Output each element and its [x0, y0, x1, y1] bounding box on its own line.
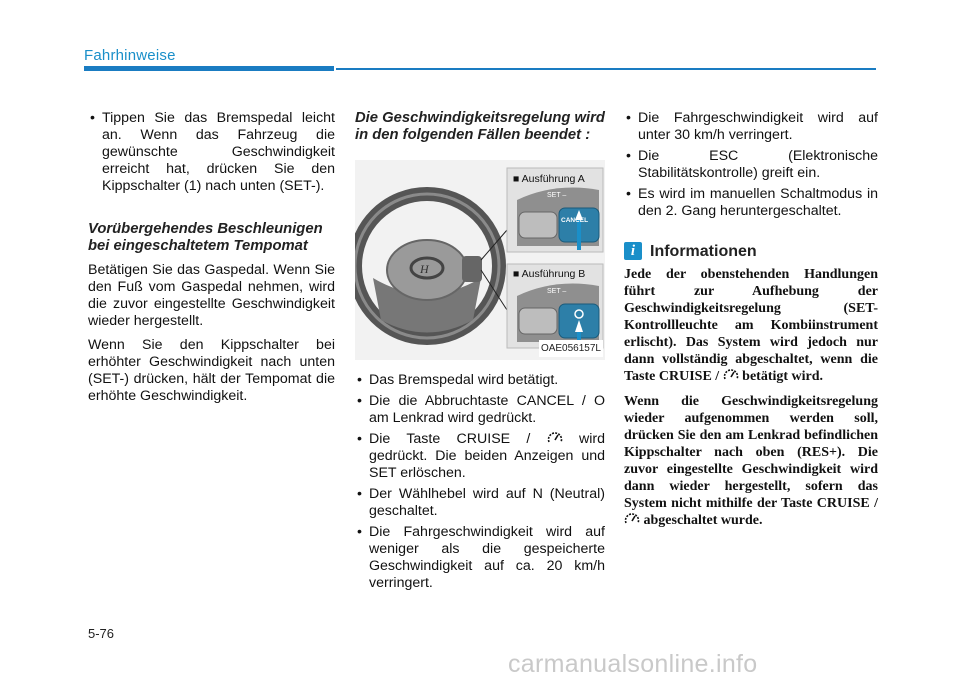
- list-item: • Die Fahrgeschwindigkeit wird auf weniger als die gespeicherte Geschwindigkeit auf ca. 20 km/h verringert.: [355, 524, 605, 592]
- page-number: 5-76: [88, 626, 115, 641]
- info-paragraph: [624, 266, 878, 385]
- cruise-speedometer-icon: [624, 512, 640, 526]
- list-item: [355, 431, 605, 482]
- column-right: [624, 110, 878, 537]
- cruise-speedometer-icon: [547, 431, 563, 445]
- column-middle: [355, 110, 605, 596]
- info-text: Jede der obenstehenden Handlungen führt zur Aufhebung der Geschwindigkeitsregelung (SET-Kontrollleuchte am Kombiinstrument erlischt). Das System wird jedoch nur dann vollständig abgeschaltet, wenn die Taste CRUISE /: [624, 267, 878, 384]
- info-title: Informationen: [650, 242, 757, 260]
- list-item: • Tippen Sie das Bremspedal leicht an. Wenn das Fahrzeug die gewünschte Geschwindigkeit erreicht hat, drücken Sie den Kippschalter (1) nach unten (SET-).: [88, 110, 335, 195]
- steering-wheel-figure: [355, 160, 605, 360]
- header-rule-thick: [84, 66, 334, 71]
- info-text: betätigt wird.: [742, 369, 824, 384]
- info-box-header: [624, 242, 878, 260]
- paragraph: Wenn Sie den Kippschalter bei erhöhter Geschwindigkeit nach unten (SET-) drücken, hält der Tempomat die erhöhte Geschwindigkeit.: [88, 337, 335, 404]
- section-title: Fahrhinweise: [84, 47, 176, 64]
- subheading-cancel-cases: Die Geschwindigkeitsregelung wird in den folgenden Fällen beendet :: [355, 110, 605, 143]
- info-paragraph: [624, 393, 878, 529]
- watermark: carmanualsonline.info: [508, 650, 758, 678]
- info-text: abgeschaltet wurde.: [643, 513, 763, 528]
- figure-code: OAE056157L: [539, 340, 603, 357]
- paragraph: Betätigen Sie das Gaspedal. Wenn Sie den Fuß vom Gaspedal nehmen, wird die zuvor eingestellte Geschwindigkeit wieder hergestellt.: [88, 262, 335, 329]
- list-item: • Die Fahrgeschwindigkeit wird auf unter 30 km/h verringert.: [624, 110, 878, 144]
- set-minus-label: SET –: [547, 192, 567, 199]
- header-rule-thin: [336, 68, 876, 70]
- list-item: • Der Wählhebel wird auf N (Neutral) geschaltet.: [355, 486, 605, 520]
- list-item: • Die die Abbruchtaste CANCEL / O am Lenkrad wird gedrückt.: [355, 393, 605, 427]
- list-item: • Die ESC (Elektronische Stabilitätskontrolle) greift ein.: [624, 148, 878, 182]
- list-item: • Es wird im manuellen Schaltmodus in den 2. Gang heruntergeschaltet.: [624, 186, 878, 220]
- subheading-accelerate: Vorübergehendes Beschleunigen bei eingeschaltetem Tempomat: [88, 221, 323, 254]
- column-left: [88, 110, 335, 412]
- variant-b-label: ■ Ausführung B: [513, 268, 586, 280]
- list-item-text: wird gedrückt. Die beiden Anzeigen und SET erlöschen.: [369, 431, 605, 481]
- svg-text:H: H: [420, 262, 429, 276]
- set-minus-label: SET –: [547, 288, 567, 295]
- variant-a-label: ■ Ausführung A: [513, 173, 585, 185]
- info-text: Wenn die Geschwindigkeitsregelung wieder aufgenommen werden soll, drücken Sie den am Lenkrad befindlichen Kippschalter nach oben (RES+). Die zuvor eingestellte Geschwindigkeit wird dann wieder hergestellt, sofern das System nicht mithilfe der Taste CRUISE /: [624, 394, 878, 511]
- cruise-speedometer-icon: [723, 368, 739, 382]
- info-icon: i: [624, 242, 642, 260]
- cancel-label: CANCEL: [561, 217, 589, 224]
- list-item-text: Die Taste CRUISE /: [369, 431, 531, 447]
- list-item: • Das Bremspedal wird betätigt.: [355, 372, 605, 389]
- steering-wheel-illustration: [355, 160, 605, 360]
